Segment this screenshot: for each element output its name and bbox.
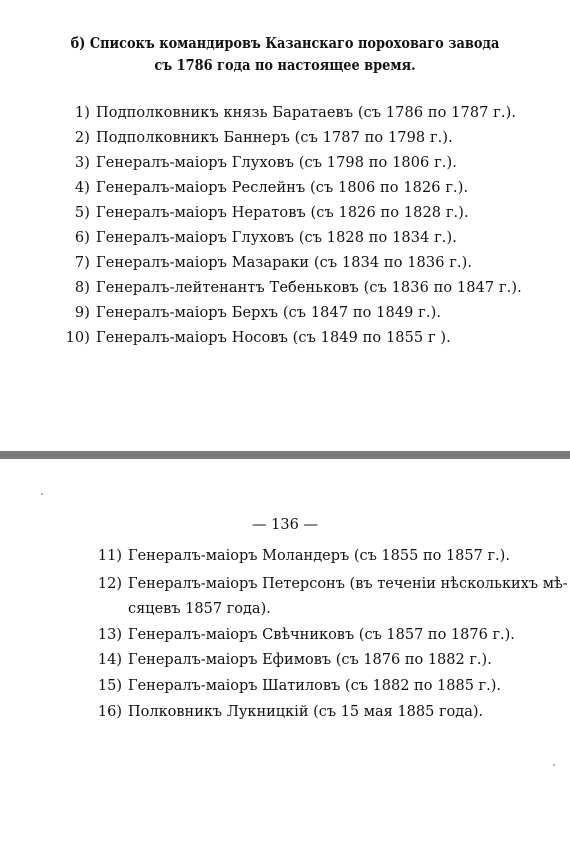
list-subtitle: съ 1786 года по настоящее время. [154,56,416,74]
list-item [60,330,451,346]
list-item [60,155,457,171]
list-item [60,105,516,121]
item-number: 5) [74,205,90,221]
list-item-continuation [92,601,271,617]
list-item [92,652,492,668]
page-number: — 136 — [252,517,318,533]
scan-speck [41,493,43,495]
item-text: Генералъ-маiоръ Ефимовъ (съ 1876 по 1882 г.). [128,652,492,668]
item-text: Генералъ-маiоръ Нератовъ (съ 1826 по 1828 г.). [96,205,469,221]
item-text: Подполковникъ князь Баратаевъ (съ 1786 по 1787 г.). [96,105,517,121]
item-number: 4) [74,180,90,196]
item-text: Генералъ-лейтенантъ Тебеньковъ (съ 1836 по 1847 г.). [96,280,522,296]
item-text: Генералъ-маiоръ Петерсонъ (въ теченiи нѣсколькихъ мѣ- [128,576,568,592]
list-item [60,205,469,221]
item-text: Генералъ-маiоръ Мазараки (съ 1834 по 1836 г.). [96,255,473,271]
list-item [92,576,568,592]
item-number: 11) [97,548,122,564]
item-number: 16) [97,704,122,720]
item-text: Генералъ-маiоръ Шатиловъ (съ 1882 по 1885 г.). [128,678,502,694]
item-text: сяцевъ 1857 года). [128,601,271,617]
item-number: 8) [74,280,90,296]
item-number: 14) [97,652,122,668]
list-item [92,678,501,694]
item-number: 12) [97,576,122,592]
item-text: Генералъ-маiоръ Глуховъ (съ 1798 по 1806 г.). [96,155,457,171]
list-item [60,180,468,196]
item-text: Подполковникъ Баннеръ (съ 1787 по 1798 г.). [96,130,453,146]
list-item [60,255,472,271]
list-title: б) Списокъ командировъ Казанскаго пороховаго завода [70,34,500,52]
page-divider [0,451,570,459]
list-item [60,130,453,146]
item-text: Генералъ-маiоръ Реслейнъ (съ 1806 по 1826 г.). [96,180,469,196]
item-text: Генералъ-маiоръ Свѣчниковъ (съ 1857 по 1876 г.). [128,627,515,643]
item-number: 10) [65,330,90,346]
item-number: 13) [97,627,122,643]
item-text: Генералъ-маiоръ Моландеръ (съ 1855 по 1857 г.). [128,548,510,564]
item-number: 9) [74,305,90,321]
list-item [92,704,483,720]
list-item [60,305,441,321]
item-number: 2) [74,130,90,146]
scan-speck [553,764,555,766]
item-text: Генералъ-маiоръ Носовъ (съ 1849 по 1855 г ). [96,330,451,346]
item-number: 6) [74,230,90,246]
item-text: Полковникъ Лукницкiй (съ 15 мая 1885 года). [128,704,484,720]
list-item [60,230,457,246]
item-number: 7) [74,255,90,271]
list-item [92,627,515,643]
item-number: 3) [74,155,90,171]
list-item [60,280,522,296]
list-item [92,548,510,564]
item-text: Генералъ-маiоръ Берхъ (съ 1847 по 1849 г.). [96,305,442,321]
item-number: 15) [97,678,122,694]
item-text: Генералъ-маiоръ Глуховъ (съ 1828 по 1834 г.). [96,230,457,246]
item-number: 1) [74,105,90,121]
